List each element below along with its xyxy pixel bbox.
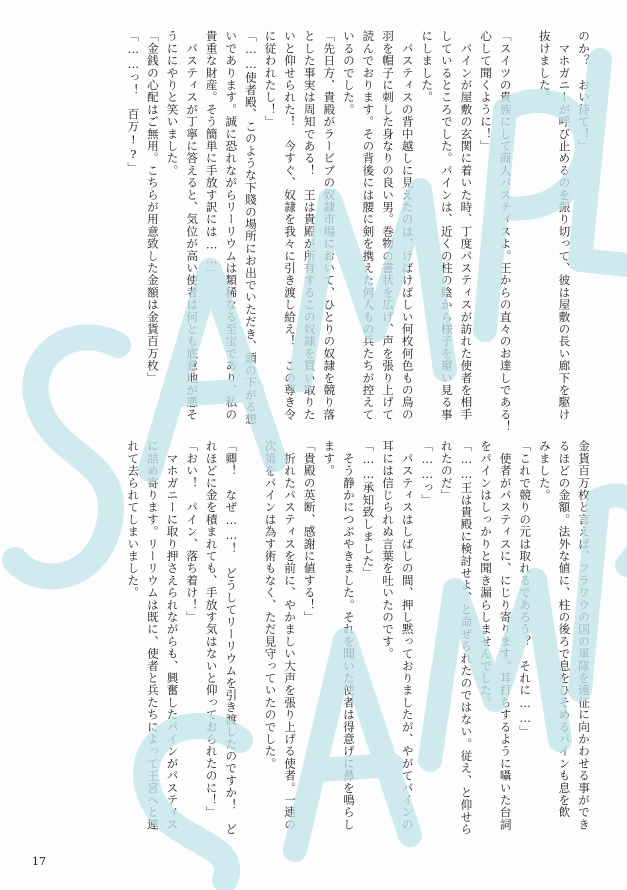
text-line: 使者がパスティスに、にじり寄ります。耳打ちするように囁いた台詞: [498, 440, 513, 831]
text-line: ます。: [322, 440, 337, 477]
text-line: 「おい！ パイン、落ち着け！」: [185, 440, 200, 623]
text-line: パスティスはしばしの間、押し黙っておりましたが、やがてパインの: [400, 440, 415, 831]
page-number: 17: [32, 855, 46, 868]
text-line: れて去られてしまいました。: [126, 440, 141, 599]
text-line: 「これで競りの元は取れるであろう？ それに……」: [518, 440, 533, 738]
text-line: 「貴殿の英断、感謝に値する！」: [302, 440, 317, 623]
text-line: 羽を帽子に刺した身なりの良い男。巻物の書状を広げ、声を張り上げて: [381, 30, 396, 421]
text-line: マホガニーに取り押さえられながらも、興奮したパインがパスティス: [165, 440, 180, 831]
text-line: れたのだ」: [439, 440, 454, 501]
text-line: 抜けました。: [537, 30, 552, 104]
text-line: マホガニーが呼び止めるのを振り切って、彼は屋敷の長い廊下を駆け: [557, 30, 572, 421]
text-line: 「……承知致しました」: [361, 440, 376, 579]
text-line: にしました。: [420, 30, 435, 104]
text-line: [515, 30, 535, 430]
text-line: いるのでした。: [341, 30, 356, 116]
text-line: 「スイツの貴族にして商人パスティスよ。王からの直々のお達しである！: [498, 30, 513, 433]
text-line: 次第をパインは為す術もなく、ただ見守っていたのでした。: [263, 440, 278, 770]
text-line: [240, 440, 260, 860]
text-line: 「卿！ なぜ……！ どうしてリーリウムを引き渡したのですか！ ど: [224, 440, 239, 836]
text-line: うににやりと笑いました。: [165, 30, 180, 177]
text-column-top: [0, 30, 627, 433]
text-line: 心して聞くように！」: [479, 30, 494, 152]
text-line: パインが屋敷の玄関に着いた時、丁度パスティスが訪れた使者を相手: [459, 30, 474, 421]
text-line: パスティスが丁寧に答えると、気位が高い使者は何とも底意地が悪そ: [185, 30, 200, 421]
text-line: 耳には信じられぬ言葉を吐いたのです。: [381, 440, 396, 660]
text-line: 「……使者殿、このような下賤の場所にお出でいただき、頭の下がる想: [243, 30, 258, 426]
text-line: 「金銭の心配はご無用。こちらが用意致した金額は金貨百万枚」: [145, 30, 160, 384]
text-line: いであります。誠に恐れながらリーリウムは類稀なる至宝であり、私の: [224, 30, 239, 421]
text-line: るほどの金額。法外な値に、柱の後ろで息をひそめるパインも息を飲: [557, 440, 572, 819]
text-line: そう静かにつぶやきました。それを聞いた使者は得意げに鼻を鳴らし: [341, 440, 356, 831]
text-line: をパインはしっかりと聞き漏らしませんでした。: [479, 440, 494, 709]
text-line: 読んでおります。その背後には腰に剣を携えた何人もの兵たちが控えて: [361, 30, 376, 421]
text-line: しているところでした。パインは、近くの柱の陰から様子を窺い見る事: [439, 30, 454, 421]
text-line: 貴重な財産。そう簡単に手放す訳には……」: [204, 30, 219, 279]
text-line: 「……王は貴殿に検討せよ、と命ぜられたのではない。従え、と仰せら: [459, 440, 474, 836]
text-line: れほどに金を積まれても、手放す気はないと仰っておられたのに！」: [204, 440, 219, 819]
text-line: に詰め寄ります。リーリウムは既に、使者と兵たちによって王宮へと連: [145, 440, 160, 831]
text-line: のか？ おい待て！」: [577, 30, 591, 152]
text-line: 金貨百万枚と言えば、フラワウの国の軍隊を遠征に向かわせる事ができ: [577, 440, 591, 831]
text-line: とした事実は周知である！ 王は貴殿が所有するこの奴隷を買い取りた: [302, 30, 317, 421]
text-line: 「先日方、貴殿がラービブの奴隷市場において、ひとりの奴隷を競り落: [322, 30, 337, 421]
text-line: パスティスの背中越しに見えたのは、けばけばしい何枚何色もの鳥の: [400, 30, 415, 421]
text-column-bottom: [0, 440, 627, 860]
text-line: 折れたパスティスを前に、やかましい大声を張り上げる使者。一連の: [283, 440, 298, 831]
text-line: 「……っ」: [420, 440, 435, 506]
text-line: に従われたし！」: [263, 30, 278, 128]
text-line: 「……っ！ 百万!?」: [126, 30, 141, 174]
text-line: いと仰せられた！ 今すぐ、奴隷を我々に引き渡し給え！ この尊き令: [283, 30, 298, 421]
text-line: みました。: [537, 440, 552, 501]
